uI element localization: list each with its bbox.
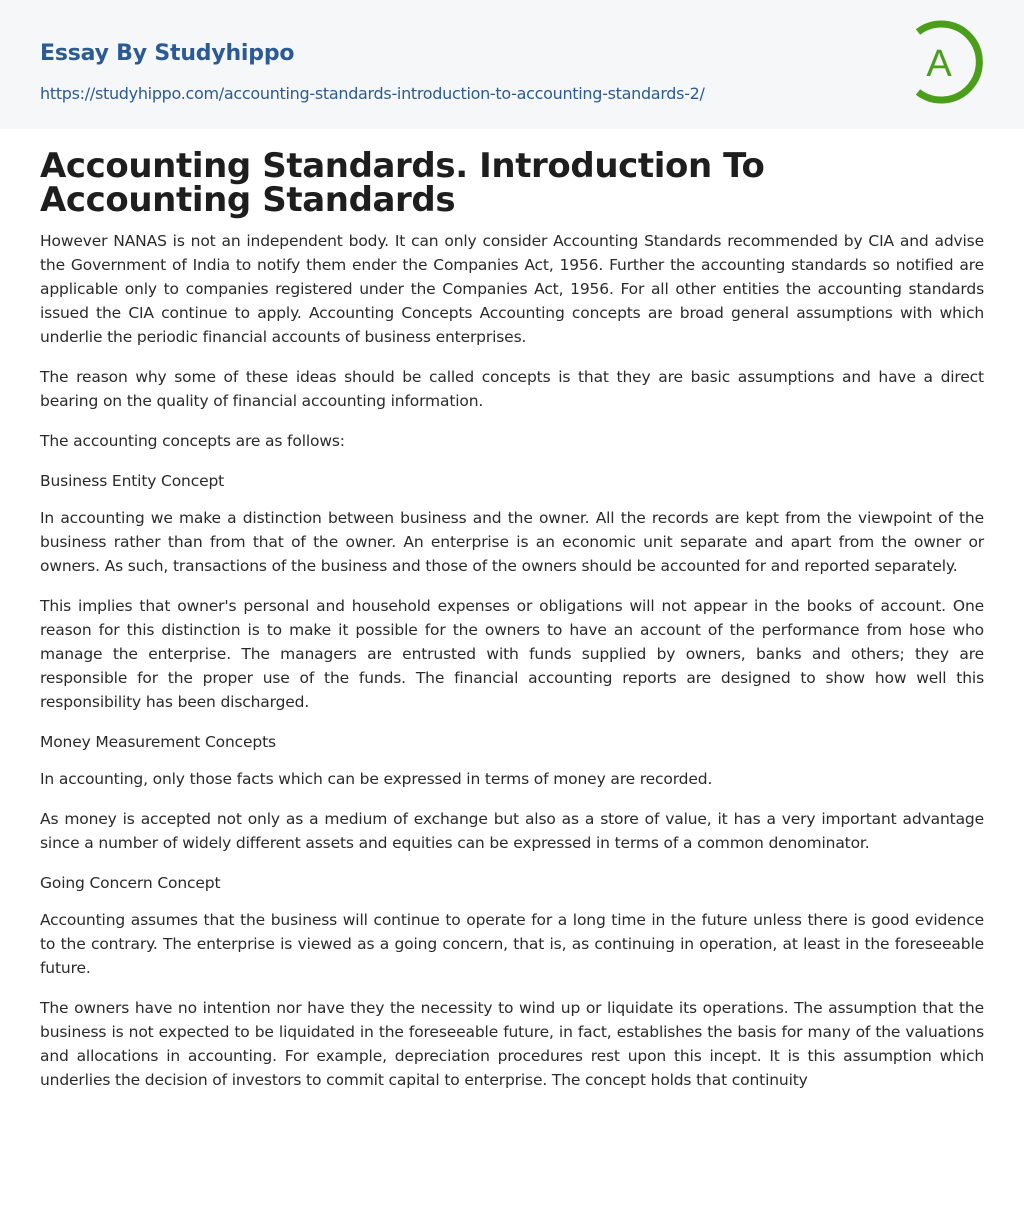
paragraph: As money is accepted not only as a medium of exchange but also as a store of value, it has a very important advantage since a number of widely different assets and equities can be expressed in terms of a common denominator. [40, 810, 984, 852]
paragraph: The owners have no intention nor have they the necessity to wind up or liquidate its operations. The assumption that the business is not expected to be liquidated in the foreseeable future, in fact, establishes the basis for many of the valuations and allocations in accounting. For example, depreciation procedures rest upon this incept. It is this assumption which underlies the decision of investors to commit capital to enterprise. The concept holds that continuity [40, 999, 984, 1089]
section-heading-money-measurement: Money Measurement Concepts [40, 733, 276, 751]
page-title: Accounting Standards. Introduction To Accounting Standards [40, 146, 765, 220]
paragraph: Accounting assumes that the business will continue to operate for a long time in the future unless there is good evidence to the contrary. The enterprise is viewed as a going concern, that is, as continuing in operation, at least in the foreseeable future. [40, 911, 984, 977]
section-heading-business-entity: Business Entity Concept [40, 472, 225, 490]
section-heading-going-concern: Going Concern Concept [40, 874, 221, 892]
article-main [0, 146, 1024, 1092]
paragraph: The reason why some of these ideas should be called concepts is that they are basic assumptions and have a direct bearing on the quality of financial accounting information. [40, 368, 984, 410]
logo-letter: A [926, 43, 952, 85]
paragraph: However NANAS is not an independent body. It can only consider Accounting Standards recommended by CIA and advise the Government of India to notify them ender the Companies Act, 1956. Further the accounting standards so notified are applicable only to companies registered under the Companies Act, 1956. For all other entities the accounting standards issued the CIA continue to apply. Accounting Concepts Accounting concepts are broad general assumptions with which underlie the periodic financial accounts of business enterprises. [40, 232, 984, 346]
essay-url-link[interactable]: https://studyhippo.com/accounting-standards-introduction-to-accounting-standards-2/ [40, 84, 705, 103]
site-title: Essay By Studyhippo [40, 41, 295, 66]
site-header [0, 0, 1024, 129]
paragraph: This implies that owner's personal and household expenses or obligations will not appear in the books of account. One reason for this distinction is to make it possible for the owners to have an account of the performance from hose who manage the enterprise. The managers are entrusted with funds supplied by owners, banks and others; they are responsible for the proper use of the funds. The financial accounting reports are designed to show how well this responsibility has been discharged. [40, 597, 984, 711]
paragraph: In accounting, only those facts which can be expressed in terms of money are recorded. [40, 770, 713, 788]
paragraph: The accounting concepts are as follows: [40, 432, 345, 450]
studyhippo-logo-icon[interactable] [908, 18, 988, 106]
article-body [40, 229, 984, 1092]
paragraph: In accounting we make a distinction between business and the owner. All the records are kept from the viewpoint of the business rather than from that of the owner. An enterprise is an economic unit separate and apart from the owner or owners. As such, transactions of the business and those of the owners should be accounted for and reported separately. [40, 509, 984, 575]
